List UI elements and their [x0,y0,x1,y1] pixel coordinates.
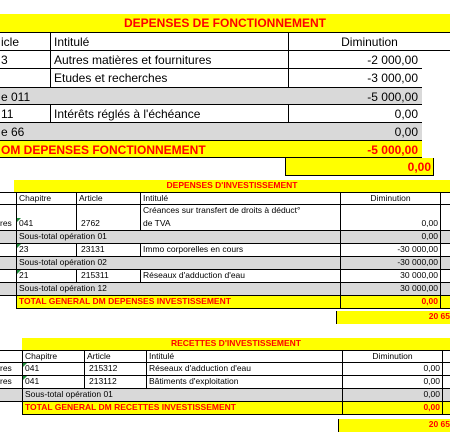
recettes-subtotal-01-value[interactable]: 0,00 [342,389,442,402]
recettes-row-chapitre[interactable]: 041 [22,376,84,389]
invest-row-value[interactable]: 30 000,00 [340,270,440,283]
invest-row-prefix [0,205,16,218]
fonct-header-diminution[interactable]: Diminution [288,33,450,51]
invest-row-prefix [0,270,16,283]
recettes-total-value[interactable]: 0,00 [342,402,442,415]
recettes-header-article[interactable]: Article [84,350,146,363]
invest-sub-prefix [0,283,16,296]
recettes-header-diminution[interactable]: Diminution [342,350,442,363]
recettes-total-label[interactable]: TOTAL GENERAL DM RECETTES INVESTISSEMENT [22,402,342,415]
fonct-row-intitule[interactable]: Intérêts réglés à l'échéance [50,105,288,123]
invest-row-chapitre[interactable]: 23 [16,244,76,257]
recettes-total-extra [442,402,450,415]
invest-header-diminution[interactable]: Diminution [340,192,440,205]
invest-total-label[interactable]: TOTAL GENERAL DM DEPENSES INVESTISSEMENT [16,296,340,309]
invest-row-prefix[interactable]: res [0,218,16,231]
invest-header-extra [440,192,450,205]
invest-row-article[interactable] [76,205,140,218]
recettes-row-extra [442,363,450,376]
invest-subtotal-01-label[interactable]: Sous-total opération 01 [16,231,340,244]
invest-row-value[interactable] [340,205,440,218]
invest-row-chapitre[interactable] [16,205,76,218]
recettes-row-intitule[interactable]: Bâtiments d'exploitation [146,376,342,389]
fonct-total-label[interactable]: OM DEPENSES FONCTIONNEMENT [0,141,288,158]
invest-subtotal-02-value[interactable]: -30 000,00 [340,257,440,270]
recettes-row-article[interactable]: 215312 [84,363,146,376]
invest-sub-prefix [0,231,16,244]
invest-row-intitule-line1[interactable]: Créances sur transfert de droits à déduct° [140,205,340,218]
fonct-subtotal-011-value[interactable]: -5 000,00 [288,87,422,105]
invest-title[interactable]: DEPENSES D'INVESTISSEMENT [14,180,450,192]
fonct-row-article[interactable] [0,69,50,87]
invest-header-intitule[interactable]: Intitulé [140,192,340,205]
fonct-header-intitule[interactable]: Intitulé [50,33,288,51]
invest-row-chapitre[interactable]: 041 [16,218,76,231]
comment-marker-icon [17,270,21,274]
recettes-row-prefix[interactable]: res [0,376,22,389]
invest-row-article[interactable]: 2762 [76,218,140,231]
recettes-grand-total[interactable]: 20 65 [338,419,450,432]
invest-total-extra [440,296,450,309]
invest-subtotal-01-value[interactable]: 0,00 [340,231,440,244]
invest-subtotal-12-label[interactable]: Sous-total opération 12 [16,283,340,296]
invest-sub-extra [440,257,450,270]
invest-row-article[interactable]: 23131 [76,244,140,257]
invest-subtotal-12-value[interactable]: 30 000,00 [340,283,440,296]
invest-row-value[interactable]: -30 000,00 [340,244,440,257]
invest-row-extra [440,244,450,257]
invest-subtotal-02-label[interactable]: Sous-total opération 02 [16,257,340,270]
recettes-title[interactable]: RECETTES D'INVESTISSEMENT [22,338,450,350]
invest-sub-extra [440,283,450,296]
fonct-row-article[interactable]: 3 [0,51,50,69]
invest-header-article[interactable]: Article [76,192,140,205]
invest-row-extra [440,270,450,283]
invest-row-extra [440,205,450,218]
recettes-row-extra [442,376,450,389]
invest-grand-total[interactable]: 20 65 [336,311,450,324]
fonct-header-article[interactable]: icle [0,33,50,51]
fonct-title[interactable]: DEPENSES DE FONCTIONNEMENT [0,14,450,33]
fonct-total-value[interactable]: -5 000,00 [288,141,422,158]
recettes-row-article[interactable]: 213112 [84,376,146,389]
fonct-row-value[interactable]: 0,00 [288,105,422,123]
invest-header-blank [0,192,16,205]
recettes-header-intitule[interactable]: Intitulé [146,350,342,363]
invest-row-intitule-line2[interactable]: de TVA [140,218,340,231]
fonct-subtotal-011-label[interactable]: e 011 [0,87,288,105]
invest-header-chapitre[interactable]: Chapitre [16,192,76,205]
invest-row-intitule[interactable]: Réseaux d'adduction d'eau [140,270,340,283]
recettes-row-value[interactable]: 0,00 [342,376,442,389]
fonct-row-value[interactable]: -2 000,00 [288,51,422,69]
comment-marker-icon [23,376,27,380]
recettes-row-prefix[interactable]: res [0,363,22,376]
comment-marker-icon [17,218,21,222]
fonct-subtotal-66-label[interactable]: e 66 [0,123,288,141]
fonct-row-intitule[interactable]: Etudes et recherches [50,69,288,87]
recettes-sub-prefix [0,389,22,402]
invest-row-chapitre[interactable]: 21 [16,270,76,283]
invest-row-value[interactable]: 0,00 [340,218,440,231]
recettes-sub-extra [442,389,450,402]
recettes-header-extra [442,350,450,363]
recettes-subtotal-01-label[interactable]: Sous-total opération 01 [22,389,342,402]
invest-sub-prefix [0,257,16,270]
fonct-subtotal-66-value[interactable]: 0,00 [288,123,422,141]
fonct-row-intitule[interactable]: Autres matières et fournitures [50,51,288,69]
recettes-row-chapitre[interactable]: 041 [22,363,84,376]
recettes-header-blank [0,350,22,363]
recettes-row-intitule[interactable]: Réseaux d'adduction d'eau [146,363,342,376]
fonct-grand-total[interactable]: 0,00 [285,158,434,176]
invest-row-intitule[interactable]: Immo corporelles en cours [140,244,340,257]
recettes-header-chapitre[interactable]: Chapitre [22,350,84,363]
invest-row-article[interactable]: 215311 [76,270,140,283]
fonct-row-article[interactable]: 11 [0,105,50,123]
recettes-row-value[interactable]: 0,00 [342,363,442,376]
comment-marker-icon [23,363,27,367]
invest-total-value[interactable]: 0,00 [340,296,440,309]
invest-sub-extra [440,231,450,244]
invest-row-extra [440,218,450,231]
invest-row-prefix [0,244,16,257]
comment-marker-icon [17,244,21,248]
fonct-row-value[interactable]: -3 000,00 [288,69,422,87]
